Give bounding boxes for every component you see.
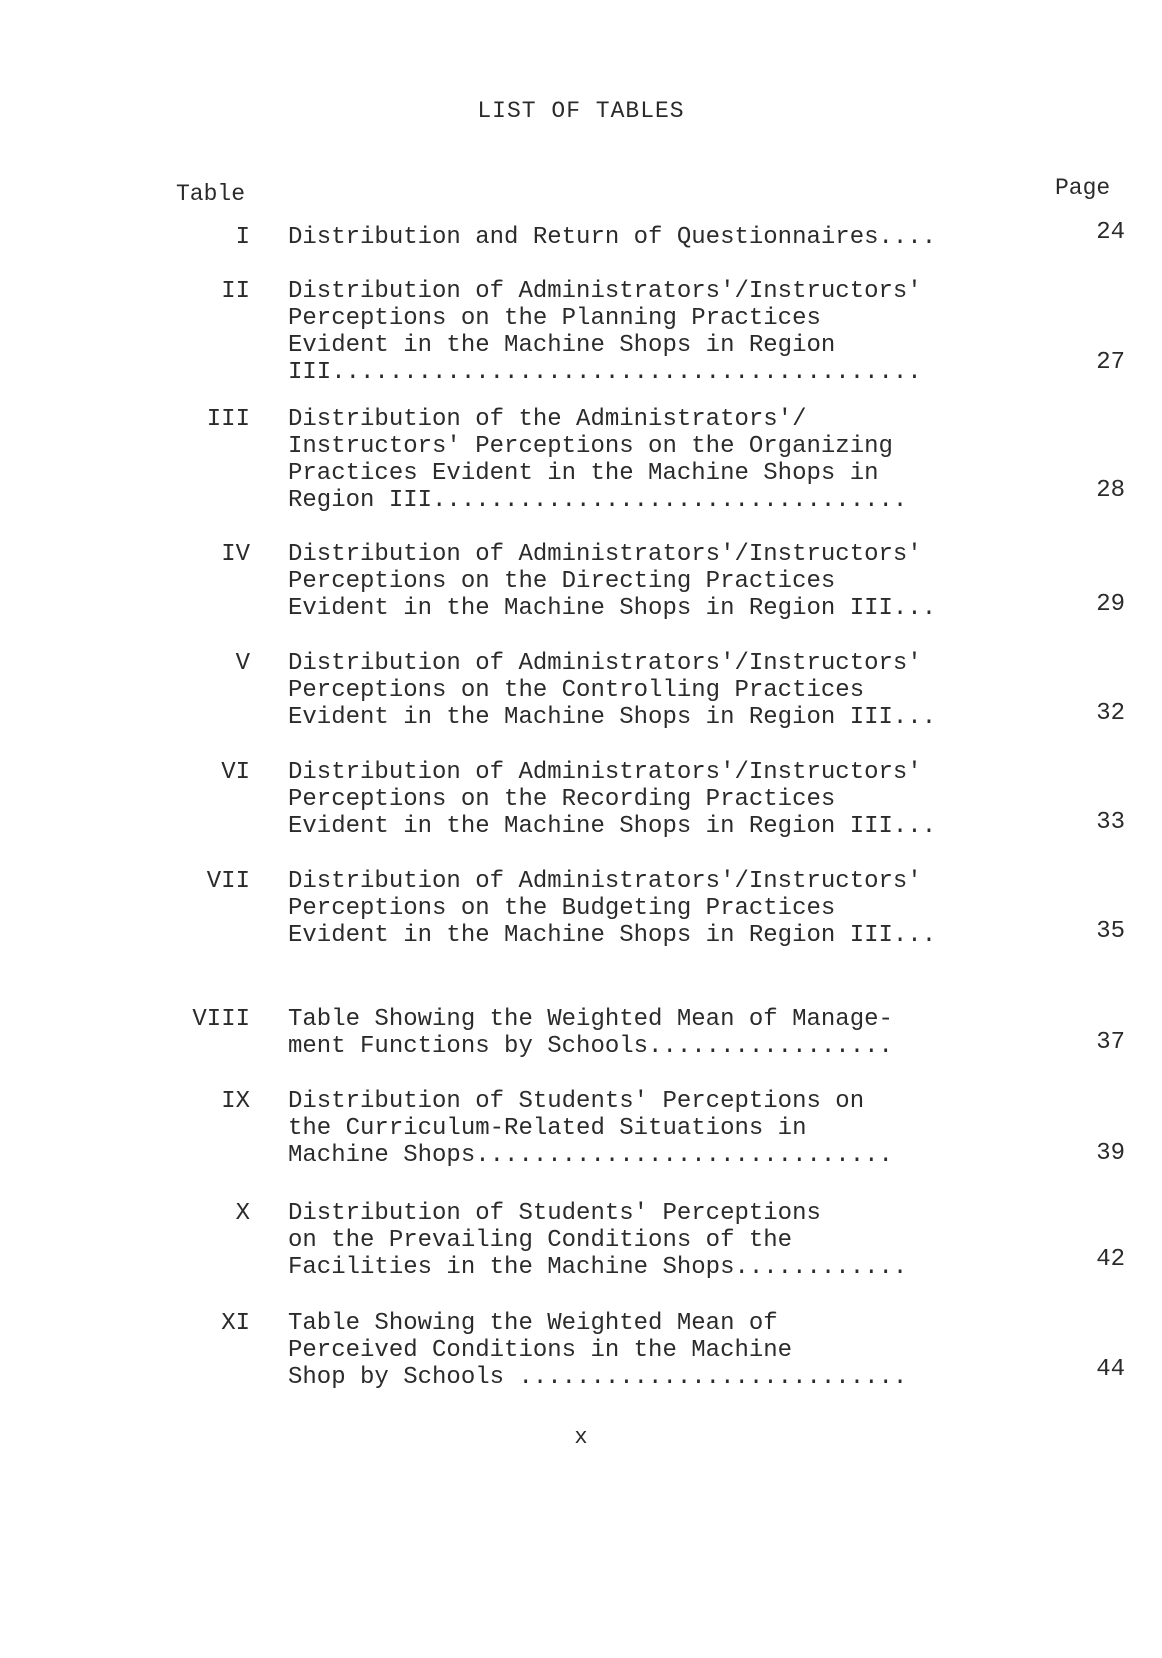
table-title-line: Machine Shops.............................	[288, 1142, 893, 1169]
table-title	[288, 759, 1033, 840]
table-number: I	[235, 224, 250, 251]
page-title: LIST OF TABLES	[477, 98, 685, 124]
table-title-line: Shop by Schools ...........................	[288, 1364, 908, 1391]
table-title-line: Evident in the Machine Shops in Region III...	[288, 922, 937, 949]
table-number: II	[221, 278, 250, 305]
page-number: 32	[1096, 700, 1125, 727]
table-title-line: Practices Evident in the Machine Shops in	[288, 460, 879, 487]
table-title-line: Region III.................................	[288, 487, 908, 514]
table-title	[288, 541, 1033, 622]
page-number: 28	[1096, 477, 1125, 504]
table-title-line: Distribution of the Administrators'/	[288, 406, 807, 433]
table-title-line: on the Prevailing Conditions of the	[288, 1227, 793, 1254]
page-number: 33	[1096, 809, 1125, 836]
table-title-line: Table Showing the Weighted Mean of	[288, 1310, 778, 1337]
page-column-header: Page	[1055, 175, 1111, 201]
table-title	[288, 224, 1033, 251]
table-title-line: Evident in the Machine Shops in Region III...	[288, 704, 937, 731]
table-title	[288, 650, 1033, 731]
table-title-line: Distribution of Administrators'/Instructors'	[288, 868, 922, 895]
table-column-header: Table	[176, 181, 246, 207]
table-title	[288, 278, 1033, 386]
table-title-line: Perceptions on the Directing Practices	[288, 568, 836, 595]
table-number: VI	[221, 759, 250, 786]
table-title-line: Distribution and Return of Questionnaires....	[288, 224, 937, 251]
table-title-line: Distribution of Administrators'/Instructors'	[288, 278, 922, 305]
table-title-line: Perceptions on the Recording Practices	[288, 786, 836, 813]
table-number: XI	[221, 1310, 250, 1337]
table-title	[288, 1088, 1033, 1169]
table-number: III	[206, 406, 250, 433]
table-number: VIII	[192, 1006, 250, 1033]
table-title-line: Distribution of Students' Perceptions	[288, 1200, 821, 1227]
table-title-line: the Curriculum-Related Situations in	[288, 1115, 807, 1142]
table-number: IV	[221, 541, 250, 568]
page-number: 27	[1096, 349, 1125, 376]
table-title	[288, 1006, 1033, 1060]
table-title-line: Evident in the Machine Shops in Region III...	[288, 813, 937, 840]
table-title-line: Distribution of Administrators'/Instructors'	[288, 541, 922, 568]
table-number: VII	[206, 868, 250, 895]
table-title-line: Distribution of Students' Perceptions on	[288, 1088, 865, 1115]
table-title-line: Evident in the Machine Shops in Region III...	[288, 595, 937, 622]
table-title-line: Distribution of Administrators'/Instructors'	[288, 650, 922, 677]
table-title-line: ment Functions by Schools.................	[288, 1033, 893, 1060]
page-number: 35	[1096, 918, 1125, 945]
table-title	[288, 1310, 1033, 1391]
page-number: 29	[1096, 591, 1125, 618]
page-number: 37	[1096, 1029, 1125, 1056]
table-title-line: Evident in the Machine Shops in Region	[288, 332, 836, 359]
table-title-line: Perceptions on the Controlling Practices	[288, 677, 865, 704]
page-number: 44	[1096, 1356, 1125, 1383]
table-title-line: III.........................................	[288, 359, 922, 386]
table-number: X	[235, 1200, 250, 1227]
table-title-line: Facilities in the Machine Shops............	[288, 1254, 908, 1281]
table-title-line: Instructors' Perceptions on the Organizing	[288, 433, 893, 460]
table-title-line: Perceptions on the Planning Practices	[288, 305, 821, 332]
page-number: 24	[1096, 219, 1125, 246]
table-title-line: Distribution of Administrators'/Instructors'	[288, 759, 922, 786]
table-title-line: Table Showing the Weighted Mean of Manage-	[288, 1006, 893, 1033]
table-number: V	[235, 650, 250, 677]
table-title	[288, 406, 1033, 514]
page-number: 39	[1096, 1140, 1125, 1167]
table-title	[288, 868, 1033, 949]
table-title-line: Perceptions on the Budgeting Practices	[288, 895, 836, 922]
roman-page-number: x	[574, 1425, 588, 1450]
table-number: IX	[221, 1088, 250, 1115]
table-title	[288, 1200, 1033, 1281]
table-title-line: Perceived Conditions in the Machine	[288, 1337, 793, 1364]
page-number: 42	[1096, 1246, 1125, 1273]
